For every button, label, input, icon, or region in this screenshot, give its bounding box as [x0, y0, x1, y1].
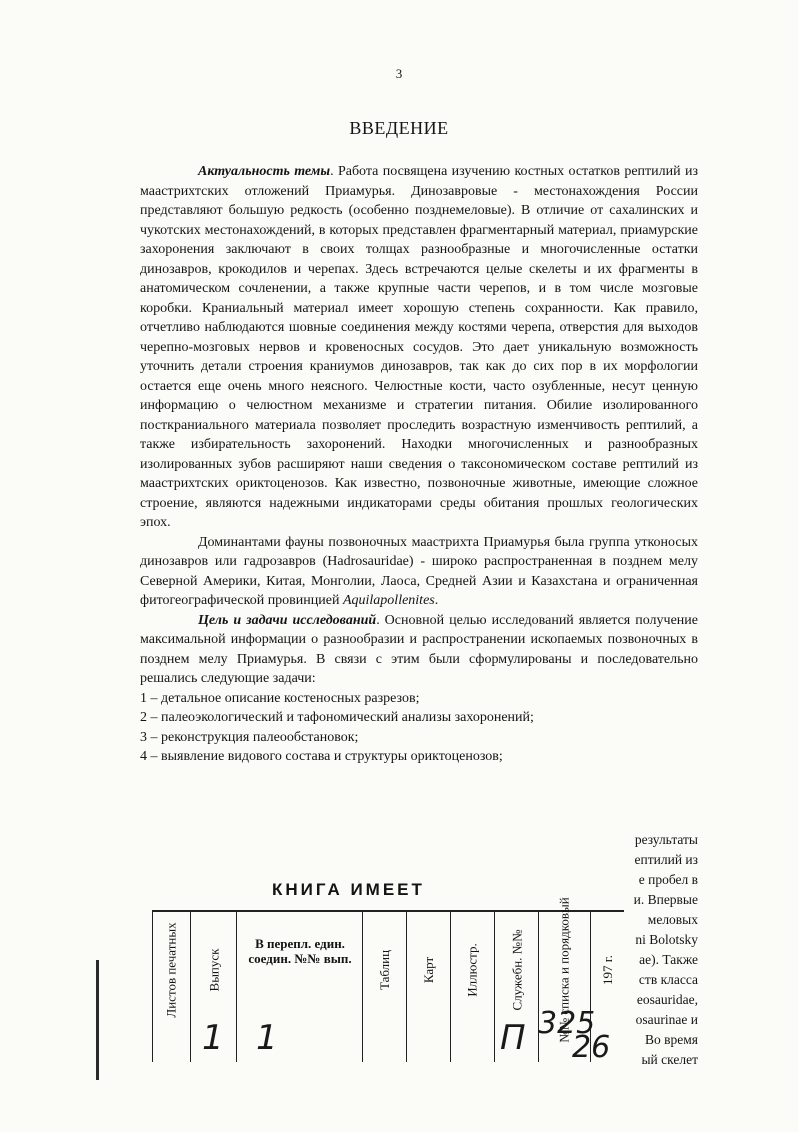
task-item: 1 – детальное описание костеносных разрезов;	[140, 690, 420, 706]
handwritten-mark: 1	[256, 1018, 278, 1058]
text-fragment: eosauridae,	[636, 992, 698, 1007]
dominants-italic: Aquilapollenites	[342, 593, 435, 608]
task-item: 4 – выявление видового состава и структуры ориктоценозов;	[140, 749, 503, 764]
dominants-end: .	[434, 593, 439, 608]
stamp-header: №№ списка и порядковый	[557, 897, 572, 1043]
task-item: 3 – реконструкция палеообстановок;	[140, 729, 359, 745]
stamp-column	[362, 912, 407, 1062]
text-fragment: Во время	[645, 1032, 698, 1047]
text-fragment: результаты	[634, 832, 698, 847]
goals-heading: Цель и задачи исследований	[198, 612, 377, 628]
text-fragment: ae). Также	[639, 952, 698, 967]
task-item: 2 – палеоэкологический и тафономический анализы захоронений;	[140, 710, 534, 725]
stamp-header: Иллюстр.	[465, 943, 480, 997]
paragraph-relevance	[140, 162, 698, 533]
stamp-column	[406, 912, 451, 1062]
handwritten-mark: 325	[538, 1006, 596, 1041]
relevance-heading: Актуальность темы	[198, 164, 331, 179]
stamp-header: Листов печатных	[164, 922, 180, 1018]
page-title: ВВЕДЕНИЕ	[349, 118, 449, 138]
text-fragment: меловых	[647, 912, 698, 927]
handwritten-mark: П	[500, 1018, 526, 1058]
goals-text: . Основной целью исследований является получение максимальной информации о разнообразии и распространении ископаемых позвоночных в позднем мелу Приамурья. В связи с этим были сформулированы и последовательно решались следующие задачи:	[140, 612, 698, 686]
stamp-header: Служебн. №№	[509, 929, 525, 1011]
handwritten-mark: 1	[202, 1018, 224, 1058]
stamp-title: КНИГА ИМЕЕТ	[272, 880, 425, 899]
page-number: 3	[395, 66, 403, 81]
text-fragment: е пробел в	[638, 872, 698, 887]
stamp-header: Выпуск	[205, 948, 221, 992]
stamp-column	[450, 912, 495, 1062]
paragraph-dominants	[140, 533, 698, 611]
text-fragment: ni Bolotsky	[635, 932, 698, 947]
text-fragment: ый скелет	[641, 1052, 698, 1067]
stamp-header: Таблиц	[377, 949, 392, 991]
stamp-header: 197 г.	[600, 955, 615, 985]
scan-edge-mark	[96, 960, 99, 1080]
stamp-header: В перепл. един. соедин. №№ вып.	[248, 936, 352, 966]
stamp-header: Карт	[421, 956, 436, 984]
text-fragment: ств класса	[638, 972, 698, 987]
handwritten-mark: 26	[572, 1030, 611, 1065]
text-fragment: osaurinae и	[635, 1012, 698, 1027]
relevance-text: . Работа посвящена изучению костных остатков рептилий из маастрихтских отложений Приамурья. Динозавровые - местонахождения России представляют большую редкость (особенно позднемеловые). В отличие от сахалинских и чукотских местонахождений, в которых представлен фрагментарный материал, приамурские захоронения заключают в своих толщах разнообразные и многочисленные остатки динозавров, крокодилов и черепах. Здесь встречаются целые скелеты и их фрагменты в анатомическом сочленении, а также крупные части черепов, и в том числе мозговые коробки. Краниальный материал имеет хорошую степень сохранности. Как правило, отчетливо наблюдаются шовные соединения между костями черепа, отверстия для выходов черепно-мозговых нервов и кровеносных сосудов. Это дает уникальную возможность уточнить детали строения краниумов динозавров, так как до сих пор в их морфологии остается еще очень много неясного. Челюстные кости, часто озубленные, несут ценную информацию о челюстном механизме и стратегии питания. Обилие изолированного посткраниального материала позволяет проследить возрастную изменчивость рептилий, а также избирательность захоронений. Находки многочисленных и разнообразных изолированных зубов расширяют наши сведения о таксономическом составе рептилий из маастрихтских ориктоценозов. Как известно, позвоночные животные, имеющие сложное строение, являются надежными индикаторами среды обитания прошлых геологических эпох.	[140, 164, 698, 530]
text-fragment: ептилий из	[634, 852, 698, 867]
text-fragment: и. Впервые	[633, 892, 698, 907]
paragraph-goals	[140, 611, 698, 689]
dominants-text: Доминантами фауны позвоночных маастрихта Приамурья была группа утконосых динозавров или гадрозавров (Hadrosauridae) - широко распространенная в позднем мелу Северной Америки, Китая, Монголии, Лаоса, Средней Азии и Казахстана и ограниченная фитогеографической провинцией	[140, 534, 698, 608]
library-stamp	[152, 880, 624, 1070]
body-text	[140, 162, 698, 767]
stamp-column	[152, 912, 191, 1062]
